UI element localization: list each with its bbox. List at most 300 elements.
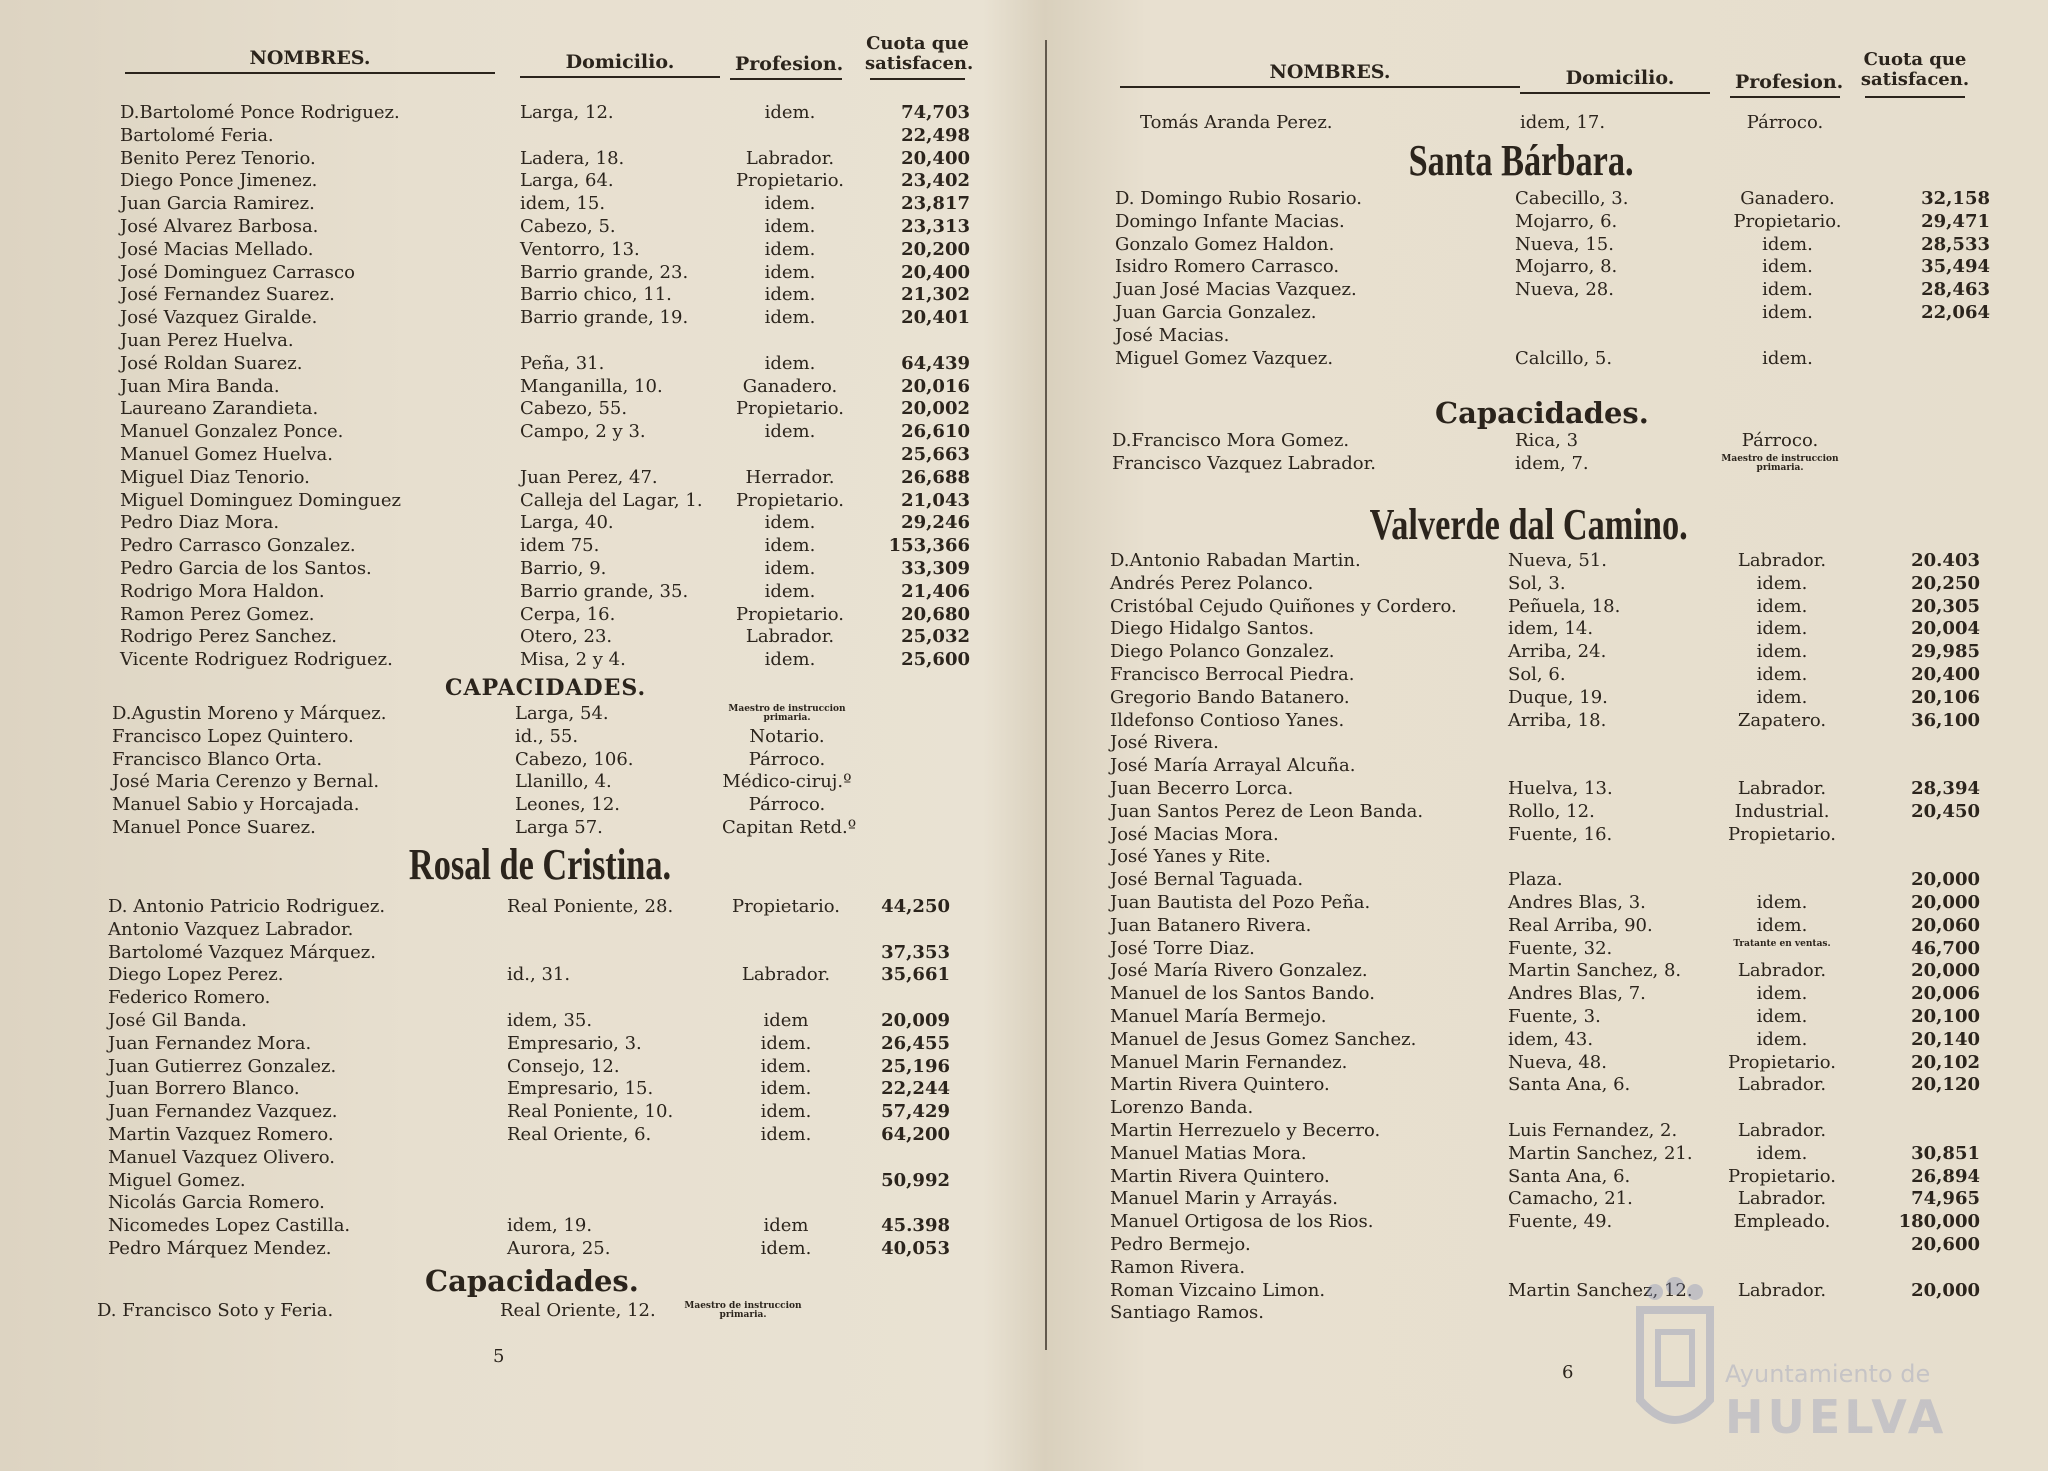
profesion-cell: Industrial. <box>1734 800 1830 822</box>
domicilio-cell: Misa, 2 y 4. <box>520 649 626 671</box>
name-cell: Roman Vizcaino Limon. <box>1110 1279 1326 1301</box>
name-cell: Martin Vazquez Romero. <box>108 1124 334 1145</box>
profesion-cell: idem. <box>760 1124 812 1145</box>
name-cell: Juan Perez Huelva. <box>120 330 294 351</box>
table-row <box>1040 1120 2048 1143</box>
cuota-cell: 26,894 <box>1911 1165 1980 1187</box>
name-cell: Manuel de los Santos Bando. <box>1110 983 1375 1005</box>
cuota-cell: 64,200 <box>881 1124 950 1145</box>
cuota-cell: 26,455 <box>881 1032 950 1054</box>
cuota-cell: 20,000 <box>1911 892 1980 913</box>
name-cell: Manuel Gomez Huelva. <box>120 444 333 465</box>
domicilio-cell: Andres Blas, 3. <box>1508 892 1646 913</box>
domicilio-cell: Barrio grande, 23. <box>520 261 689 283</box>
table-row <box>1040 279 2048 302</box>
name-cell: Juan Santos Perez de Leon Banda. <box>1110 800 1424 822</box>
name-cell: Pedro Garcia de los Santos. <box>120 558 372 579</box>
profesion-cell: idem. <box>1756 664 1808 685</box>
profesion-cell: Labrador. <box>1737 1279 1827 1301</box>
header-rule <box>730 78 842 80</box>
table-row <box>0 987 1030 1010</box>
profesion-cell: idem. <box>1756 1028 1808 1050</box>
name-cell: D.Antonio Rabadan Martin. <box>1110 550 1361 571</box>
name-cell: Miguel Gomez Vazquez. <box>1115 347 1334 369</box>
cuota-cell: 20,002 <box>901 398 970 420</box>
name-cell: Lorenzo Banda. <box>1110 1097 1254 1119</box>
name-cell: Martin Herrezuelo y Becerro. <box>1110 1120 1381 1141</box>
name-cell: Juan Mira Banda. <box>120 375 280 397</box>
domicilio-cell: Barrio grande, 35. <box>520 580 689 602</box>
table-row <box>0 307 1030 330</box>
cuota-cell: 26,688 <box>901 466 970 488</box>
table-row <box>0 284 1030 307</box>
cuota-cell: 20,000 <box>1911 960 1980 982</box>
table-row <box>1040 596 2048 619</box>
domicilio-cell: Real Poniente, 28. <box>507 896 674 917</box>
header-rule <box>870 78 965 80</box>
table-row <box>1040 664 2048 687</box>
cuota-cell: 20,200 <box>901 238 970 260</box>
name-cell: Manuel Vazquez Olivero. <box>108 1146 335 1168</box>
table-row <box>1040 824 2048 847</box>
profesion-cell: idem. <box>1756 641 1808 663</box>
cuota-cell: 20,401 <box>901 307 970 329</box>
profesion-cell: Empleado. <box>1733 1211 1831 1233</box>
table-row <box>1040 892 2048 915</box>
table-row <box>1040 755 2048 778</box>
cuota-cell: 25,663 <box>901 444 970 465</box>
cuota-cell: 21,043 <box>901 489 970 511</box>
domicilio-cell: Fuente, 32. <box>1508 937 1613 959</box>
domicilio-cell: Llanillo, 4. <box>515 771 612 793</box>
name-cell: D.Agustin Moreno y Márquez. <box>112 703 387 724</box>
town-title-santa-barbara: Santa Bárbara. <box>1408 136 1634 185</box>
name-cell: Miguel Diaz Tenorio. <box>120 466 310 488</box>
profesion-cell: idem. <box>760 1078 812 1100</box>
cuota-cell: 20,450 <box>1911 800 1980 822</box>
profesion-cell: idem. <box>764 649 816 671</box>
domicilio-cell: Santa Ana, 6. <box>1508 1165 1631 1187</box>
table-row <box>0 444 1030 467</box>
domicilio-cell: Nueva, 15. <box>1515 233 1614 255</box>
watermark-line1: Ayuntamiento de <box>1725 1360 1931 1388</box>
table-row <box>0 1033 1030 1056</box>
name-cell: Federico Romero. <box>108 987 271 1009</box>
profesion-cell: Párroco. <box>1741 430 1819 451</box>
table-row <box>0 942 1030 965</box>
name-cell: José Maria Cerenzo y Bernal. <box>112 771 380 793</box>
domicilio-cell: Ventorro, 13. <box>520 238 640 260</box>
huelva-logo-watermark <box>1630 1270 1980 1460</box>
name-cell: José Roldan Suarez. <box>120 352 303 374</box>
domicilio-cell: Juan Perez, 47. <box>520 466 658 488</box>
header-cuota: Cuota que satisfacen. <box>865 33 974 74</box>
table-row <box>1040 188 2048 211</box>
table-row <box>1040 1166 2048 1189</box>
domicilio-cell: Calcillo, 5. <box>1515 347 1613 369</box>
name-cell: Santiago Ramos. <box>1110 1302 1265 1324</box>
table-row <box>1040 1188 2048 1211</box>
cuota-cell: 40,053 <box>881 1238 950 1259</box>
domicilio-cell: id., 55. <box>515 725 579 747</box>
header-domicilio: Domicilio. <box>565 51 675 73</box>
table-row <box>0 771 1030 794</box>
cuota-cell: 45.398 <box>881 1215 950 1237</box>
profesion-cell: idem. <box>764 512 816 534</box>
name-cell: Juan Batanero Rivera. <box>1110 914 1312 936</box>
table-row <box>1040 211 2048 234</box>
cuota-cell: 23,402 <box>901 170 970 192</box>
domicilio-cell: Barrio chico, 11. <box>520 284 672 306</box>
table-row <box>1040 1029 2048 1052</box>
cuota-cell: 20,006 <box>1911 983 1980 1005</box>
table-row <box>0 1192 1030 1215</box>
cuota-cell: 36,100 <box>1911 709 1980 731</box>
domicilio-cell: Real Poniente, 10. <box>507 1101 674 1123</box>
domicilio-cell: Rollo, 12. <box>1508 800 1595 822</box>
cuota-cell: 20,140 <box>1911 1028 1980 1050</box>
domicilio-cell: Manganilla, 10. <box>520 375 663 397</box>
table-row <box>0 1170 1030 1193</box>
cuota-cell: 20.403 <box>1911 550 1980 571</box>
profesion-cell: idem. <box>1756 686 1808 708</box>
domicilio-cell: Santa Ana, 6. <box>1508 1074 1631 1096</box>
cuota-cell: 29,985 <box>1911 641 1980 663</box>
profesion-cell: Labrador. <box>1737 778 1827 799</box>
profesion-cell: idem. <box>764 352 816 374</box>
name-cell: Gonzalo Gomez Haldon. <box>1115 233 1335 255</box>
cuota-cell: 74,703 <box>901 102 970 123</box>
cuota-cell: 28,394 <box>1911 778 1980 799</box>
name-cell: Tomás Aranda Perez. <box>1140 112 1333 133</box>
table-row <box>0 604 1030 627</box>
table-row <box>1040 325 2048 348</box>
cuota-cell: 46,700 <box>1911 937 1980 959</box>
table-row <box>0 1078 1030 1101</box>
cuota-cell: 20,009 <box>881 1010 950 1031</box>
table-row <box>1040 869 2048 892</box>
profesion-cell: idem. <box>1756 595 1808 617</box>
name-cell: Manuel Marin Fernandez. <box>1110 1051 1348 1073</box>
name-cell: Manuel María Bermejo. <box>1110 1006 1327 1027</box>
name-cell: Manuel Matias Mora. <box>1110 1142 1307 1164</box>
domicilio-cell: Mojarro, 6. <box>1515 210 1618 232</box>
profesion-cell: idem <box>763 1215 809 1237</box>
table-row <box>0 794 1030 817</box>
name-cell: D. Domingo Rubio Rosario. <box>1115 188 1362 209</box>
header-rule <box>1730 96 1840 98</box>
profesion-cell: idem <box>763 1010 809 1031</box>
name-cell: Rodrigo Mora Haldon. <box>120 580 325 602</box>
cuota-cell: 20,000 <box>1911 1279 1980 1301</box>
domicilio-cell: Real Oriente, 12. <box>500 1300 656 1321</box>
domicilio-cell: Larga, 64. <box>520 170 614 192</box>
profesion-cell: idem. <box>760 1032 812 1054</box>
domicilio-cell: Empresario, 3. <box>507 1032 642 1054</box>
coat-of-arms-icon <box>1630 1270 1720 1450</box>
cuota-cell: 29,246 <box>901 512 970 534</box>
table-row <box>1040 846 2048 869</box>
header-names: NOMBRES. <box>1269 61 1391 83</box>
domicilio-cell: Rica, 3 <box>1515 430 1579 451</box>
profesion-cell: idem. <box>764 535 816 557</box>
profesion-cell: Notario. <box>749 725 825 747</box>
profesion-cell: Propietario. <box>735 603 845 625</box>
profesion-cell: Labrador. <box>1737 1120 1827 1141</box>
name-cell: Juan Fernandez Mora. <box>108 1032 312 1054</box>
name-cell: Vicente Rodriguez Rodriguez. <box>120 649 393 671</box>
table-row <box>0 919 1030 942</box>
table-row <box>0 581 1030 604</box>
table-row <box>0 193 1030 216</box>
name-cell: Cristóbal Cejudo Quiñones y Cordero. <box>1110 595 1457 617</box>
table-row <box>0 817 1030 840</box>
cuota-cell: 20,400 <box>1911 664 1980 685</box>
domicilio-cell: Fuente, 3. <box>1508 1006 1601 1027</box>
cuota-cell: 153,366 <box>888 535 970 557</box>
name-cell: Andrés Perez Polanco. <box>1110 572 1314 594</box>
domicilio-cell: Consejo, 12. <box>507 1055 620 1077</box>
table-row <box>1040 550 2048 573</box>
table-row <box>1040 1211 2048 1234</box>
capacidades-title: Capacidades. <box>1435 396 1649 430</box>
cuota-cell: 23,817 <box>901 193 970 215</box>
cuota-cell: 28,533 <box>1921 233 1990 255</box>
name-cell: Diego Polanco Gonzalez. <box>1110 641 1335 663</box>
profesion-cell: idem. <box>764 307 816 329</box>
name-cell: José Macias. <box>1115 324 1230 346</box>
domicilio-cell: idem, 19. <box>507 1215 593 1237</box>
cuota-cell: 20,400 <box>901 261 970 283</box>
cuota-cell: 20,400 <box>901 147 970 169</box>
profesion-cell: idem. <box>1762 347 1813 369</box>
domicilio-cell: Campo, 2 y 3. <box>520 421 646 443</box>
profesion-cell: Maestro de instruccion primaria. <box>684 1301 802 1320</box>
cuota-cell: 37,353 <box>881 941 950 963</box>
table-row <box>1040 302 2048 325</box>
table-row <box>0 1056 1030 1079</box>
header-profesion: Profesion. <box>1735 71 1844 93</box>
profesion-cell: Maestro de instruccion primaria. <box>728 704 846 723</box>
domicilio-cell: Cabezo, 55. <box>520 398 628 420</box>
table-row <box>0 353 1030 376</box>
cuota-cell: 64,439 <box>901 352 970 374</box>
domicilio-cell: Empresario, 15. <box>507 1078 654 1100</box>
name-cell: Manuel Gonzalez Ponce. <box>120 421 344 443</box>
profesion-cell: Médico-ciruj.º <box>722 771 852 793</box>
name-cell: José Yanes y Rite. <box>1110 846 1271 868</box>
name-cell: Rodrigo Perez Sanchez. <box>120 626 337 648</box>
header-rule <box>520 76 720 78</box>
table-row <box>0 102 1030 125</box>
cuota-cell: 35,661 <box>881 964 950 986</box>
cuota-cell: 20,016 <box>901 375 970 397</box>
cuota-cell: 20,106 <box>1911 686 1980 708</box>
domicilio-cell: Peña, 31. <box>520 352 605 374</box>
name-cell: José María Rivero Gonzalez. <box>1110 960 1368 982</box>
domicilio-cell: Calleja del Lagar, 1. <box>520 489 703 511</box>
profesion-cell: Labrador. <box>1737 960 1827 982</box>
cuota-cell: 20,305 <box>1911 595 1980 617</box>
profesion-cell: Labrador. <box>1737 1188 1827 1210</box>
name-cell: Manuel Marin y Arrayás. <box>1110 1188 1339 1210</box>
name-cell: Juan Bautista del Pozo Peña. <box>1110 892 1371 913</box>
table-row <box>1040 1097 2048 1120</box>
table-row <box>0 490 1030 513</box>
profesion-cell: idem. <box>764 580 816 602</box>
table-row <box>0 398 1030 421</box>
header-rule <box>1865 96 1965 98</box>
name-cell: José Rivera. <box>1110 732 1219 754</box>
domicilio-cell: Barrio grande, 19. <box>520 307 689 329</box>
table-row <box>1040 430 2048 453</box>
profesion-cell: idem. <box>1762 279 1813 301</box>
domicilio-cell: Ladera, 18. <box>520 147 625 169</box>
cuota-cell: 22,244 <box>881 1078 950 1100</box>
table-row <box>0 535 1030 558</box>
profesion-cell: Párroco. <box>748 794 826 816</box>
domicilio-cell: Plaza. <box>1508 869 1563 891</box>
table-row <box>1040 710 2048 733</box>
domicilio-cell: Cabezo, 106. <box>515 748 634 770</box>
table-row <box>0 421 1030 444</box>
table-row <box>1040 256 2048 279</box>
table-row <box>1040 573 2048 596</box>
cuota-cell: 25,032 <box>901 626 970 648</box>
table-row <box>1040 1234 2048 1257</box>
capacidades-title: CAPACIDADES. <box>445 675 647 701</box>
domicilio-cell: Fuente, 16. <box>1508 823 1613 845</box>
name-cell: Nicolás Garcia Romero. <box>108 1192 325 1214</box>
name-cell: D.Bartolomé Ponce Rodriguez. <box>120 102 400 123</box>
cuota-cell: 20,102 <box>1911 1051 1980 1073</box>
cuota-cell: 33,309 <box>901 558 970 579</box>
table-row <box>0 1147 1030 1170</box>
name-cell: Manuel Ortigosa de los Rios. <box>1110 1211 1374 1233</box>
name-cell: Ildefonso Contioso Yanes. <box>1110 709 1345 731</box>
cuota-cell: 20,060 <box>1911 914 1980 936</box>
profesion-cell: idem. <box>1756 892 1808 913</box>
profesion-cell: idem. <box>1762 302 1813 323</box>
header-rule <box>1520 92 1710 94</box>
table-row <box>0 1238 1030 1261</box>
name-cell: D. Antonio Patricio Rodriguez. <box>108 896 386 917</box>
cuota-cell: 57,429 <box>881 1101 950 1123</box>
profesion-cell: idem. <box>764 284 816 306</box>
cuota-cell: 20,600 <box>1911 1234 1980 1255</box>
name-cell: José Dominguez Carrasco <box>120 261 355 283</box>
table-row <box>1040 938 2048 961</box>
name-cell: José Gil Banda. <box>108 1010 247 1031</box>
profesion-cell: Párroco. <box>748 748 826 770</box>
domicilio-cell: Larga, 40. <box>520 512 614 534</box>
name-cell: Francisco Berrocal Piedra. <box>1110 664 1355 685</box>
profesion-cell: Propietario. <box>735 398 845 420</box>
header-cuota: Cuota que satisfacen. <box>1860 49 1970 90</box>
domicilio-cell: Cabezo, 5. <box>520 216 616 237</box>
table-row <box>1040 234 2048 257</box>
cuota-cell: 20,250 <box>1911 572 1980 594</box>
name-cell: José María Arrayal Alcuña. <box>1110 755 1356 777</box>
name-cell: Miguel Gomez. <box>108 1169 246 1191</box>
name-cell: José Vazquez Giralde. <box>120 307 318 329</box>
name-cell: Diego Lopez Perez. <box>108 964 284 986</box>
profesion-cell: idem. <box>1756 572 1808 594</box>
profesion-cell: idem. <box>1756 914 1808 936</box>
cuota-cell: 35,494 <box>1921 256 1990 278</box>
name-cell: Juan Garcia Gonzalez. <box>1115 302 1317 323</box>
table-row <box>0 239 1030 262</box>
header-domicilio: Domicilio. <box>1565 67 1675 89</box>
profesion-cell: idem. <box>760 1101 812 1123</box>
domicilio-cell: Real Arriba, 90. <box>1508 914 1653 936</box>
name-cell: Ramon Rivera. <box>1110 1256 1246 1278</box>
name-cell: José Bernal Taguada. <box>1110 869 1304 891</box>
table-row <box>0 512 1030 535</box>
profesion-cell: Ganadero. <box>1740 188 1835 209</box>
domicilio-cell: Sol, 6. <box>1508 664 1566 685</box>
table-row <box>1040 732 2048 755</box>
name-cell: Francisco Vazquez Labrador. <box>1112 452 1376 474</box>
table-row <box>1040 687 2048 710</box>
domicilio-cell: Fuente, 49. <box>1508 1211 1613 1233</box>
page-number: 5 <box>493 1346 505 1367</box>
table-row <box>1040 112 2048 135</box>
name-cell: José Torre Diaz. <box>1110 937 1255 959</box>
profesion-cell: idem. <box>760 1238 812 1259</box>
table-row <box>0 170 1030 193</box>
name-cell: Juan Borrero Blanco. <box>108 1078 300 1100</box>
cuota-cell: 21,406 <box>901 580 970 602</box>
table-row <box>0 216 1030 239</box>
table-row <box>0 467 1030 490</box>
profesion-cell: idem. <box>764 102 816 123</box>
profesion-cell: Tratante en ventas. <box>1733 938 1831 949</box>
profesion-cell: Párroco. <box>1746 112 1824 133</box>
profesion-cell: Maestro de instruccion primaria. <box>1721 453 1839 473</box>
domicilio-cell: Nueva, 51. <box>1508 550 1607 571</box>
cuota-cell: 21,302 <box>901 284 970 306</box>
profesion-cell: idem. <box>764 216 816 237</box>
name-cell: Juan Garcia Ramirez. <box>120 193 315 215</box>
profesion-cell: idem. <box>1756 1006 1808 1027</box>
profesion-cell: Propietario. <box>735 170 845 192</box>
cuota-cell: 29,471 <box>1921 210 1990 232</box>
profesion-cell: idem. <box>764 193 816 215</box>
profesion-cell: Propietario. <box>1727 1165 1837 1187</box>
profesion-cell: idem. <box>764 421 816 443</box>
table-row <box>0 1101 1030 1124</box>
name-cell: Nicomedes Lopez Castilla. <box>108 1215 351 1237</box>
profesion-cell: Zapatero. <box>1737 709 1827 731</box>
table-row <box>1040 1052 2048 1075</box>
table-row <box>1040 1074 2048 1097</box>
profesion-cell: Capitan Retd.º <box>722 817 857 838</box>
domicilio-cell: Aurora, 25. <box>507 1238 611 1259</box>
table-row <box>1040 801 2048 824</box>
domicilio-cell: idem, 15. <box>520 193 606 215</box>
domicilio-cell: idem, 17. <box>1520 112 1606 133</box>
table-row <box>0 1215 1030 1238</box>
profesion-cell: Labrador. <box>745 147 835 169</box>
profesion-cell: Herrador. <box>745 466 835 488</box>
table-row <box>0 964 1030 987</box>
cuota-cell: 44,250 <box>881 896 950 917</box>
table-row <box>1040 915 2048 938</box>
name-cell: D. Francisco Soto y Feria. <box>97 1300 334 1321</box>
profesion-cell: Labrador. <box>745 626 835 648</box>
domicilio-cell: Larga, 54. <box>515 703 609 724</box>
